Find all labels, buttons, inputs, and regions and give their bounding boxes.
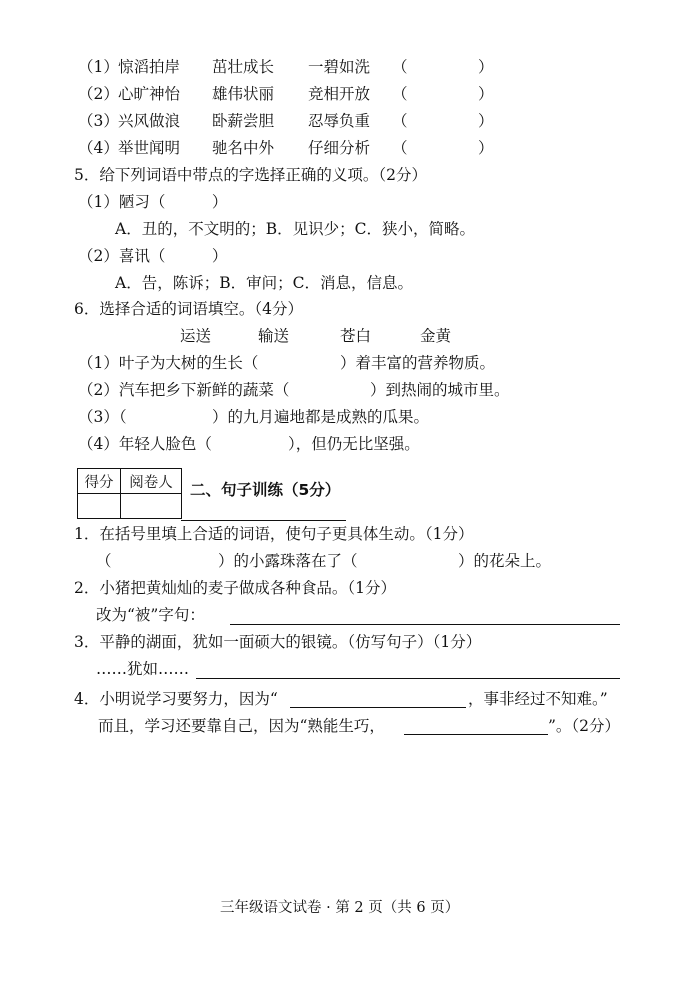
- answer-paren-left[interactable]: （: [392, 112, 408, 130]
- page-footer: 三年级语文试卷 · 第 2 页（共 6 页）: [220, 900, 460, 916]
- question-5-item-2[interactable]: （2）喜讯（ ）: [78, 247, 228, 265]
- section2-q4-answer-line-1[interactable]: [290, 707, 466, 708]
- word-option: 仔细分析: [308, 139, 371, 157]
- section2-q4-answer-line-2[interactable]: [404, 734, 548, 735]
- row-number: （4）: [78, 139, 119, 157]
- word-option: 一碧如洗: [308, 58, 371, 76]
- question-5-item-1[interactable]: （1）陋习（ ）: [78, 193, 228, 211]
- score-box: [77, 468, 182, 519]
- word-option: 举世闻明: [118, 139, 181, 157]
- question-6-sentence-3-end: ）的九月遍地都是成熟的瓜果。: [212, 408, 430, 426]
- section2-question-2: 2．小猪把黄灿灿的麦子做成各种食品。（1分）: [74, 579, 396, 597]
- question-5-title: 5．给下列词语中带点的字选择正确的义项。（2分）: [74, 166, 427, 184]
- answer-paren-right: ）: [478, 58, 494, 76]
- answer-paren-right: ）: [478, 112, 494, 130]
- word-bank-item: 输送: [258, 327, 290, 345]
- grader-cell[interactable]: [121, 494, 182, 519]
- word-bank-item: 苍白: [340, 327, 372, 345]
- section2-question-3: 3．平静的湖面，犹如一面硕大的银镜。（仿写句子）（1分）: [74, 633, 482, 651]
- answer-paren-left[interactable]: （: [392, 85, 408, 103]
- section2-question-4-second-line: 而且，学习还要靠自己，因为“熟能生巧，: [98, 717, 385, 735]
- word-option: 忍辱负重: [308, 112, 371, 130]
- question-6-sentence-3-start: （3）（: [78, 408, 127, 426]
- question-6-sentence-1-start: （1）叶子为大树的生长（: [78, 354, 259, 372]
- word-option: 心旷神怡: [118, 85, 181, 103]
- answer-paren-right: ）: [478, 85, 494, 103]
- word-option: 驰名中外: [212, 139, 275, 157]
- section2-q3-prompt: ……犹如……: [96, 660, 190, 678]
- word-bank-item: 运送: [180, 327, 212, 345]
- answer-paren-right: ）: [478, 139, 494, 157]
- score-label: 得分: [78, 469, 121, 494]
- section2-question-4-end: ”。（2分）: [548, 717, 621, 735]
- answer-paren-left[interactable]: （: [392, 58, 408, 76]
- section2-question-1: 1．在括号里填上合适的词语，使句子更具体生动。（1分）: [74, 525, 474, 543]
- word-bank-item: 金黄: [420, 327, 452, 345]
- word-option: 雄伟状丽: [212, 85, 275, 103]
- section2-q3-answer-line[interactable]: [196, 678, 620, 679]
- word-option: 惊滔拍岸: [118, 58, 181, 76]
- section2-q1-end: ）的花朵上。: [458, 552, 552, 570]
- section2-q2-prompt: 改为“被”字句：: [96, 606, 205, 624]
- row-number: （3）: [78, 112, 119, 130]
- word-option: 兴风做浪: [118, 112, 181, 130]
- section2-q2-answer-line[interactable]: [230, 624, 620, 625]
- word-option: 竞相开放: [308, 85, 371, 103]
- row-number: （1）: [78, 58, 119, 76]
- section2-q1-middle[interactable]: ）的小露珠落在了（: [218, 552, 358, 570]
- question-6-sentence-4-end: ），但仍无比坚强。: [288, 435, 420, 453]
- section2-question-4-start: 4．小明说学习要努力，因为“: [74, 690, 278, 708]
- question-6-sentence-1-end: ）着丰富的营养物质。: [340, 354, 496, 372]
- section2-question-4-middle: ，事非经过不知难。”: [468, 690, 608, 708]
- question-6-sentence-2-start: （2）汽车把乡下新鲜的蔬菜（: [78, 381, 290, 399]
- section-title-underline: [181, 520, 346, 521]
- section2-q1-paren-1[interactable]: （: [96, 552, 112, 570]
- word-option: 卧薪尝胆: [212, 112, 275, 130]
- row-number: （2）: [78, 85, 119, 103]
- score-cell[interactable]: [78, 494, 121, 519]
- question-6-sentence-4-start: （4）年轻人脸色（: [78, 435, 212, 453]
- question-5-options-1: A．丑的，不文明的；B．见识少；C．狭小，简略。: [115, 220, 475, 238]
- section-title: 二、句子训练（5分）: [190, 481, 341, 499]
- word-option: 茁壮成长: [212, 58, 275, 76]
- question-6-title: 6．选择合适的词语填空。（4分）: [74, 300, 303, 318]
- grader-label: 阅卷人: [121, 469, 182, 494]
- question-5-options-2: A．告，陈诉；B．审问；C．消息，信息。: [115, 274, 413, 292]
- answer-paren-left[interactable]: （: [392, 139, 408, 157]
- question-6-sentence-2-end: ）到热闹的城市里。: [370, 381, 510, 399]
